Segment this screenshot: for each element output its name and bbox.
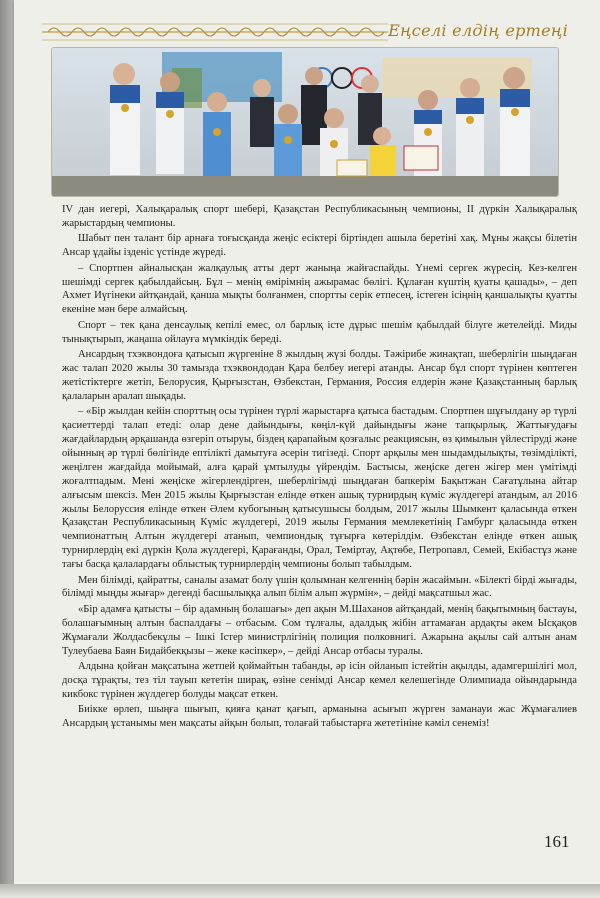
paragraph: Шабыт пен талант бір арнаға тоғысқанда жеңіс есіктері біртіндеп ашыла беретіні хақ. Мұны жақсы білетін Ансар ұдайы ізденіс үстінде жүреді. — [62, 233, 577, 259]
paragraph: Биікке өрлеп, шыңға шығып, қияға қанат қағып, арманына асығып жүрген заманауи жас Жұмағалиев Ансардың ұстанымы мен мақсаты айқын болып, толағай табыстарға жететініне кәміл сенеміз! — [62, 704, 577, 730]
page-number: 161 — [544, 832, 570, 851]
page-header — [40, 20, 570, 44]
group-photo-taekwondo-athletes-icon — [52, 48, 558, 196]
paragraph: Ансардың тхэквондоға қатысып жүргеніне 8 жылдың жүзі болды. Тәжірибе жинақтап, шеберлігін шыңдаған жас талап 2020 жылы 30 тамызда тхэквондодан Қара белбеу иегері атанды. Ансар бұл спорт түрінен көптеген жетістіктерге жетіп, Белорусия, Қырғызстан, Өзбекстан, Германия, Россия елдерін және Қазақстанның барлық қалаларын аралап шықады. — [62, 349, 577, 402]
book-page — [14, 0, 600, 884]
paragraph: «Бір адамға қатысты – бір адамның болашағы» деп ақын М.Шаханов айтқандай, менің бақытымның бастауы, болашағымның алтын баспалдағы – отбасым. Сом тұлғалы, адалдық жібін аттамаған ардақты әкем Ысқақов Жұмағали Жолдасбекұлы – Ішкі Істер министрлігінің полиция полковнигі. Ажарына ақылы сай алтын анам Тулеубаева Баян Бидайбекқызы – жеке кәсіпкер», – дейді Ансар отбасы туралы. — [62, 603, 577, 657]
page-header-title: Еңселі елдің ертеңі — [388, 21, 568, 40]
paragraph: IV дан иегері, Халықаралық спорт шебері, Қазақстан Республикасының чемпионы, ІІ дүркін Халықаралық жарыстардың чемпионы. — [62, 204, 577, 229]
article-text — [62, 203, 577, 733]
paragraph: Мен білімді, қайратты, саналы азамат болу үшін қолымнан келгеннің бәрін жасаймын. «Білекті бірді жығады, білімді мыңды жығар» дегенді басшылыққа алып білім алып жүрмін», – дейді мақсатшыл жас. — [62, 574, 577, 600]
paragraph: – Спортпен айналысқан жалқаулық атты дерт жаныңа жайғаспайды. Үнемі сергек жүресің. Кез-келген шешімді сергек қабылдайсың. Бұл – менің өмірімнің ажырамас бөлігі. Құлаған күштің қуаты қашады», – деп Ахмет Иүгінеки айтқандай, қанша мықты болғанмен, спортты серік етпесең, істеген ісіңнің қаншалықты қуатты екеніне мән бере алмайсың. — [62, 262, 577, 316]
page-bottom-edge — [0, 884, 600, 898]
ornament-border-icon — [40, 20, 390, 44]
paragraph: Спорт – тек қана денсаулық кепілі емес, ол барлық істе дұрыс шешім қабылдай білуге жетелейді. Миды тынықтырып, жаңаша ойлауға мүмкіндік береді. — [62, 319, 577, 345]
group-photo — [52, 48, 558, 196]
paragraph: – «Бір жылдан кейін спорттың осы түрінен түрлі жарыстарға қатыса бастадым. Спортпен шұғылдану әр түрлі қасиеттерді талап етеді: олар дене дайындығы, көңіл-күй дайындығы және тапқырлық. Жаттығудағы жағдайлардың әрқашанда өзгеріп отыруы, біздең қарапайым қозғалыс реакциясын, өз қимылын үйлестіруді және ойынның әр түрлі бөлігінде ептілікті дамытуға әсерін тигізеді. Спорт арқылы мен шыдамдылықты, төзімділікті, жеңілген жағдайда мойымай, алға қарай ұмтылуды үйрендім. Бастысы, жеңіске деген жігер мен үмітімді жоғалтпадым. Мені жеңіске жігерлендірген, шеберлігімді шыңдаған бапкерім Бақытжан Сағатұлына айтар алғысым шексіз. Мен 2015 жылы Қырғызстан елінде өткен ашық турнирдың күміс жүлдегері атандым, ал 2016 жылы Белоруссия елінде өткен Әлем кубогының қатысушысы болдым, 2017 жылы Шымкент қаласында өткен Қазақстан Республикасының Күміс жүлдегері, 2019 жылы Германия мемлекетінің Гамбург қаласында өткен чемпионаттың Алтын жүлдегері атанып, чемпиондық тұғырға көтерілдім. Өзбекстан елінде өткен ашық турнирлердің екі дүркін Қола жүлдегері, Қарағанды, Орал, Теміртау, Ақтөбе, Петропавл, Семей, Екібастұз және тағы басқа қалалардағы облыстық турнирлердің чемпионы болып табылдым. — [62, 406, 577, 571]
paragraph: Алдына қойған мақсатына жетпей қоймайтын табанды, әр ісін ойланып істейтін ақылды, адамгершілігі мол, досқа тұрақты, тез тіл тауып кететін ширақ, өзіне сенімді Ансар кемел келешегінде Олимпиада ойындарында кикбокс түрінен жүлдегер болуды мақсат еткен. — [62, 661, 577, 700]
